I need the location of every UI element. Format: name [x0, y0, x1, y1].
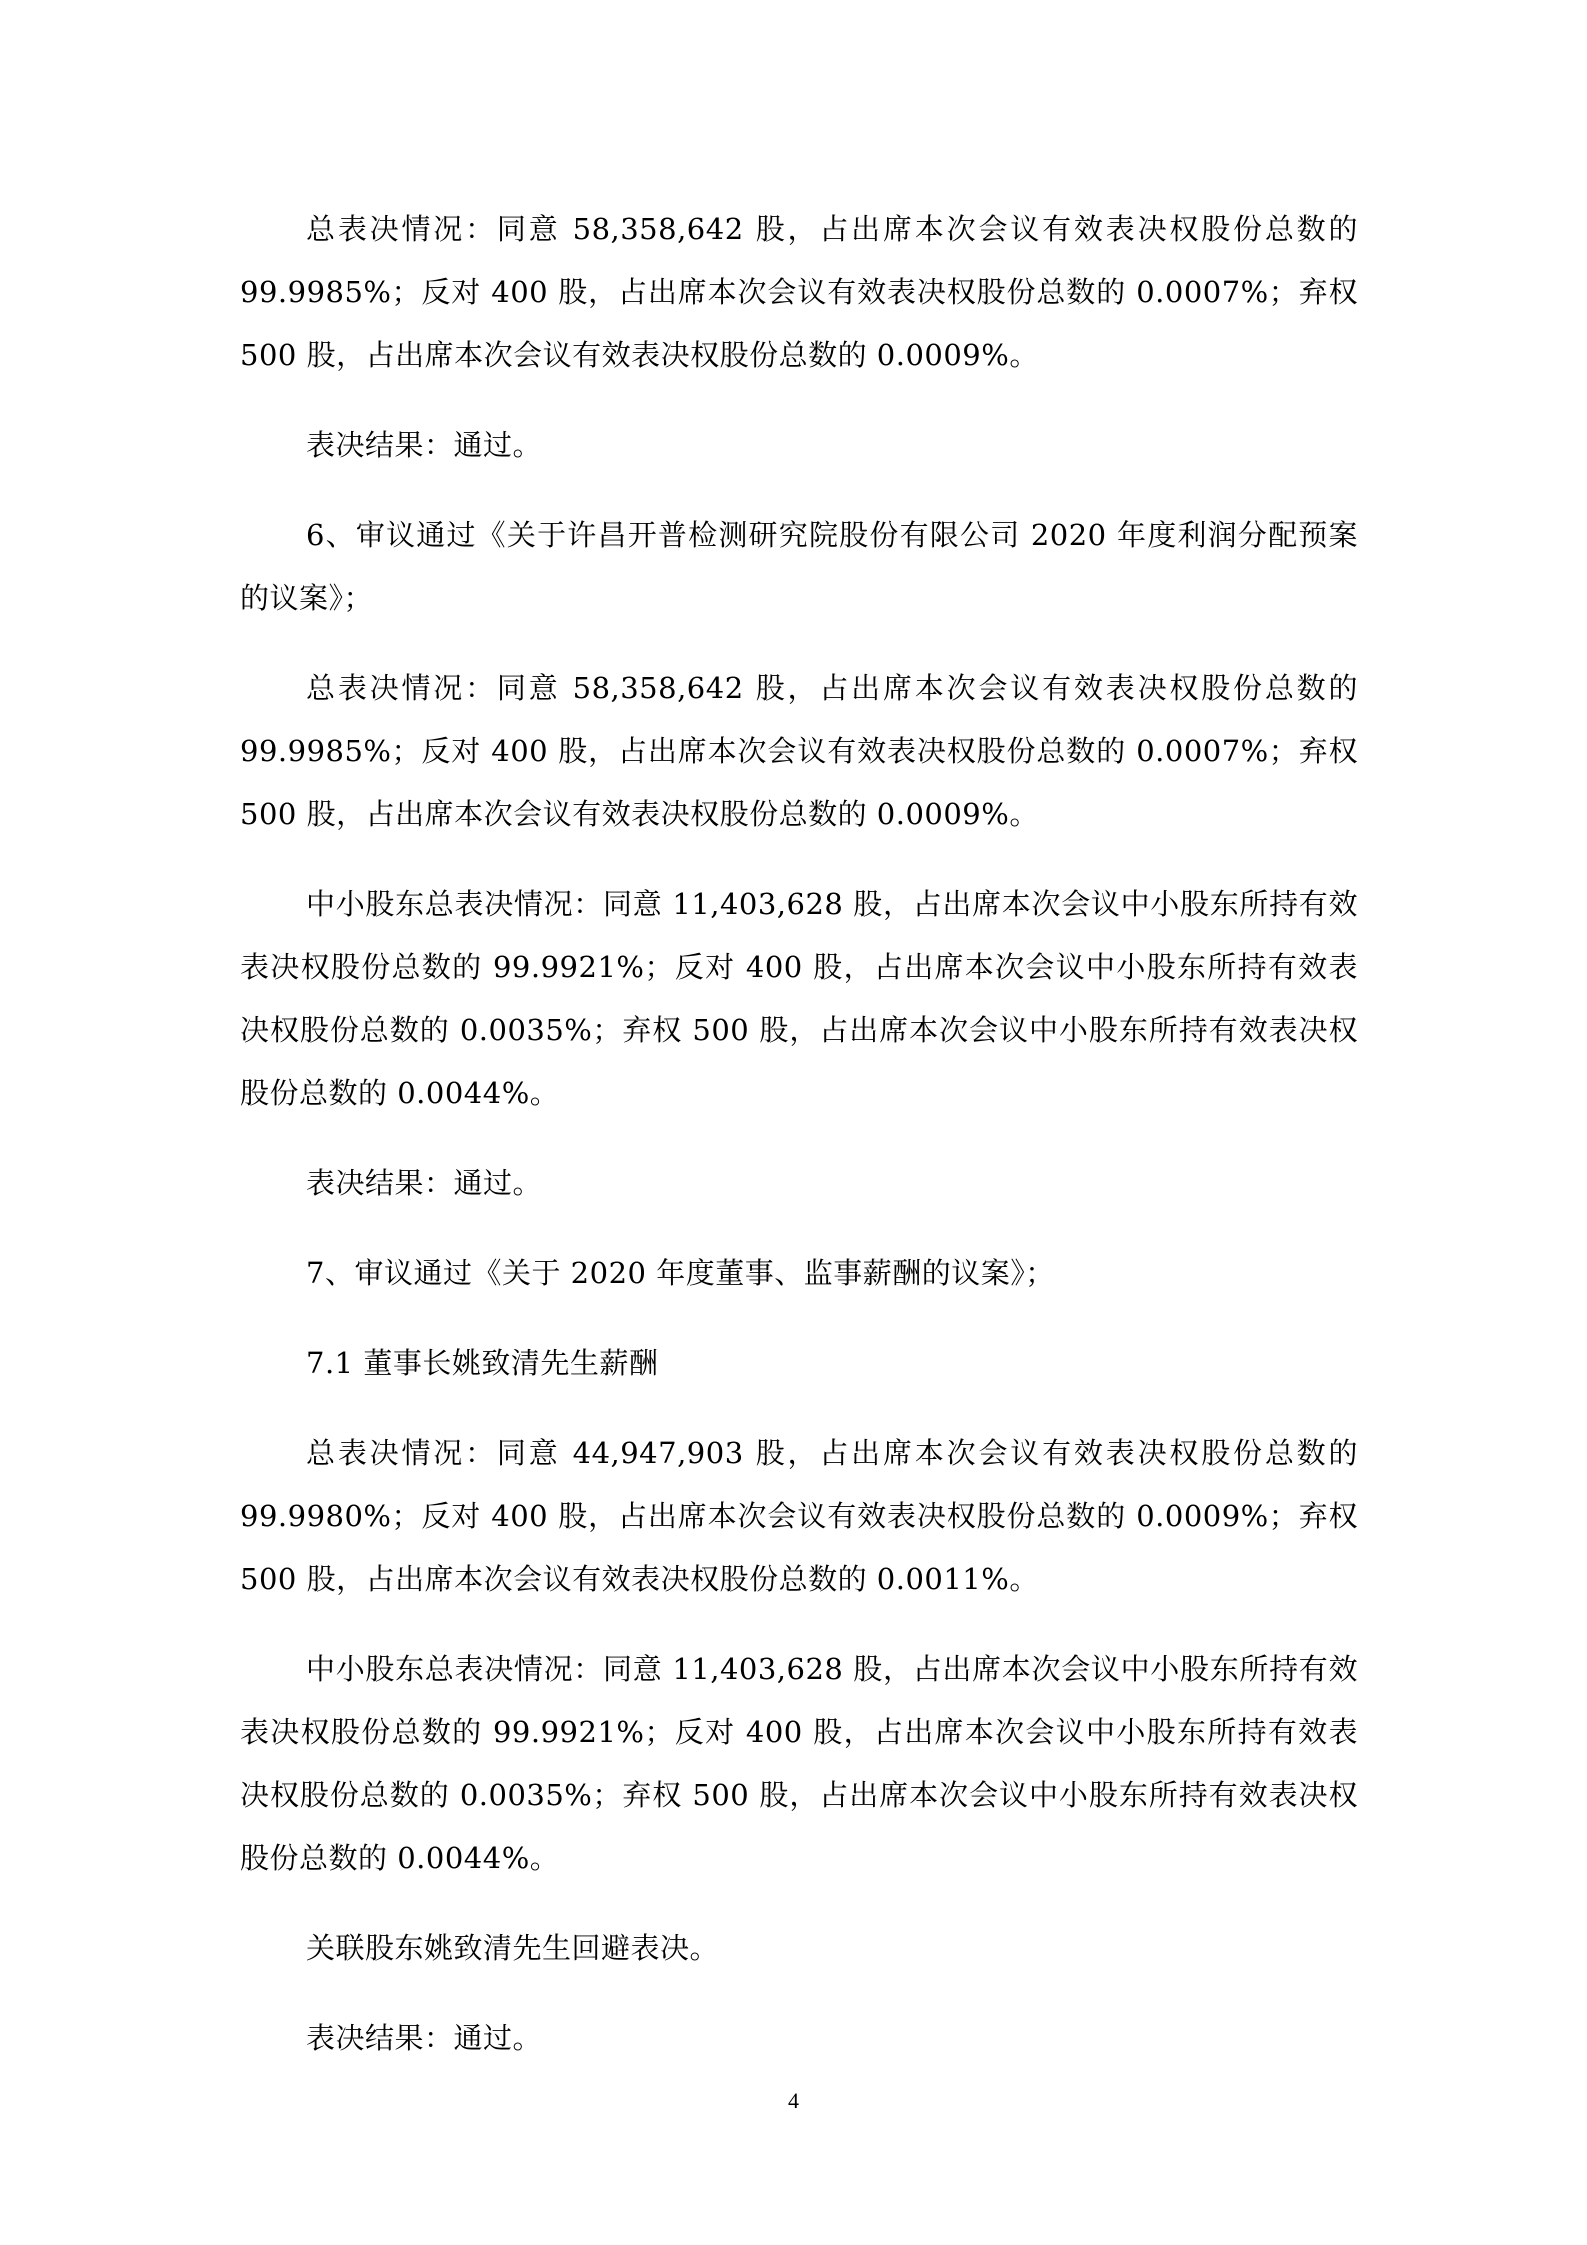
sub-resolution-7-1-heading: 7.1 董事长姚致清先生薪酬: [306, 1346, 659, 1380]
vote-summary-paragraph: 总表决情况：同意 44,947,903 股，占出席本次会议有效表决权股份总数的 99.9980%；反对 400 股，占出席本次会议有效表决权股份总数的 0.0009%；弃权 500 股，占出席本次会议有效表决权股份总数的 0.0011%。: [240, 1436, 1358, 1596]
vote-result-paragraph: 表决结果：通过。: [306, 1166, 543, 1200]
resolution-6-heading: 6、审议通过《关于许昌开普检测研究院股份有限公司 2020 年度利润分配预案的议案》；: [240, 518, 1358, 615]
page-number: 4: [788, 2088, 799, 2113]
vote-summary-paragraph: 总表决情况：同意 58,358,642 股，占出席本次会议有效表决权股份总数的 99.9985%；反对 400 股，占出席本次会议有效表决权股份总数的 0.0007%；弃权 500 股，占出席本次会议有效表决权股份总数的 0.0009%。: [240, 212, 1358, 372]
related-party-abstention-note: 关联股东姚致清先生回避表决。: [306, 1931, 720, 1965]
minority-vote-paragraph: 中小股东总表决情况：同意 11,403,628 股，占出席本次会议中小股东所持有效表决权股份总数的 99.9921%；反对 400 股，占出席本次会议中小股东所持有效表决权股份总数的 0.0035%；弃权 500 股，占出席本次会议中小股东所持有效表决权股份总数的 0.0044%。: [240, 887, 1358, 1110]
vote-summary-paragraph: 总表决情况：同意 58,358,642 股，占出席本次会议有效表决权股份总数的 99.9985%；反对 400 股，占出席本次会议有效表决权股份总数的 0.0007%；弃权 500 股，占出席本次会议有效表决权股份总数的 0.0009%。: [240, 671, 1358, 831]
vote-result-paragraph: 表决结果：通过。: [306, 428, 543, 462]
vote-result-paragraph: 表决结果：通过。: [306, 2021, 543, 2055]
minority-vote-paragraph: 中小股东总表决情况：同意 11,403,628 股，占出席本次会议中小股东所持有效表决权股份总数的 99.9921%；反对 400 股，占出席本次会议中小股东所持有效表决权股份总数的 0.0035%；弃权 500 股，占出席本次会议中小股东所持有效表决权股份总数的 0.0044%。: [240, 1652, 1358, 1875]
resolution-7-heading: 7、审议通过《关于 2020 年度董事、监事薪酬的议案》；: [306, 1256, 1055, 1290]
document-body: [240, 198, 1358, 2070]
